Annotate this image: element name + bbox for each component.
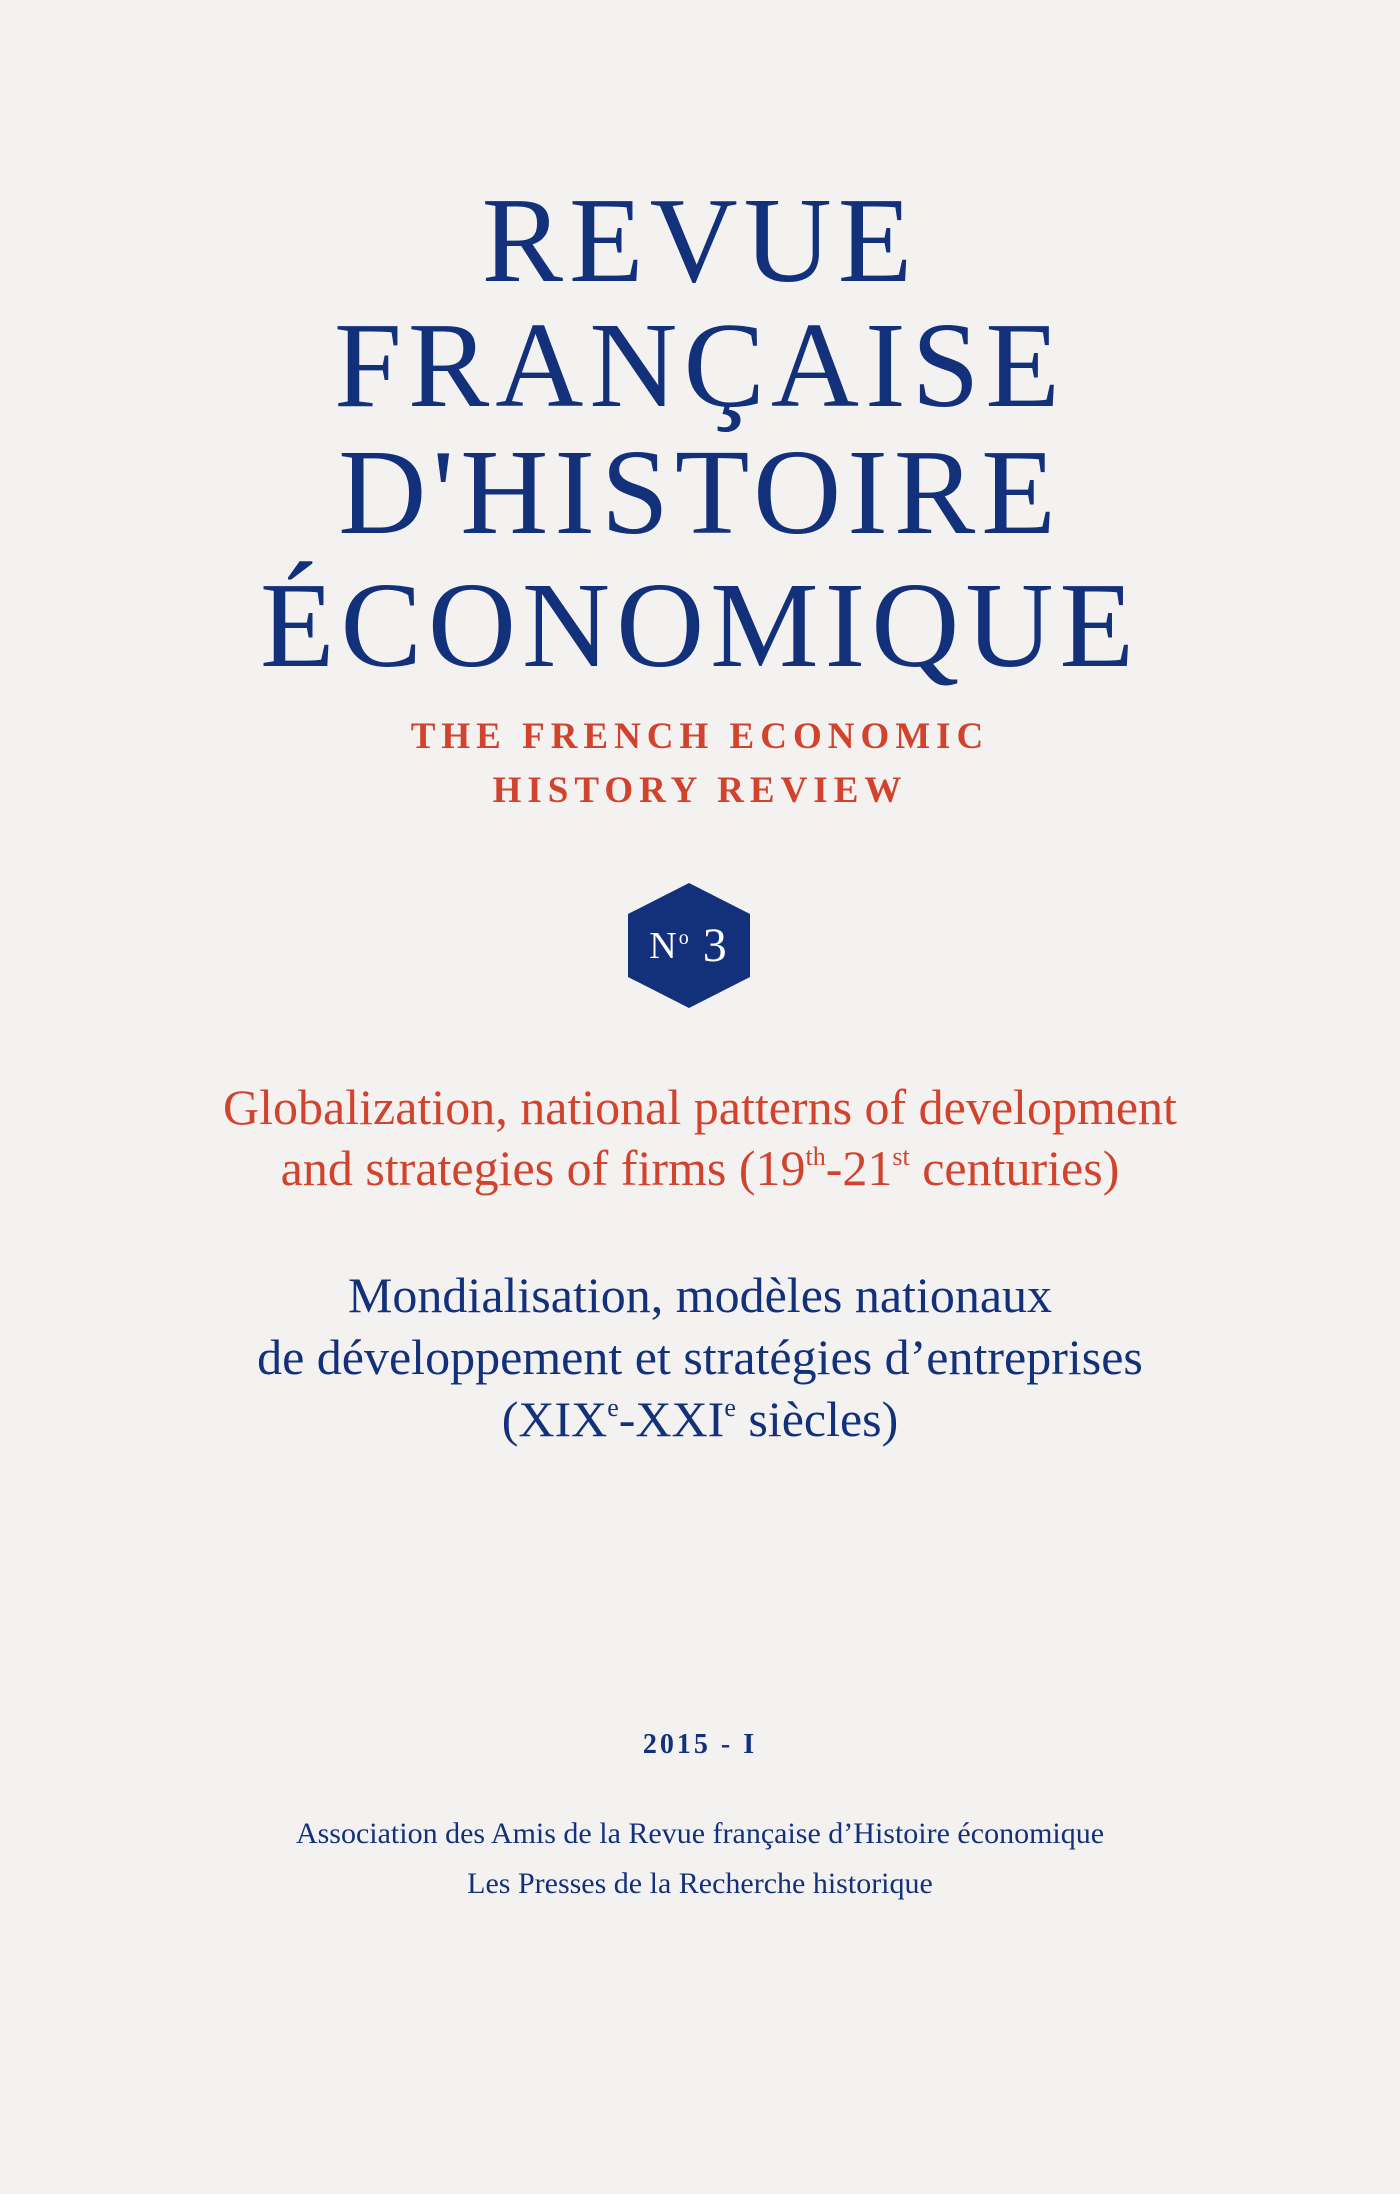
issue-number-text [628,883,750,1008]
issue-year: 2015 - I [642,1729,758,1760]
issue-number-badge [628,883,750,1008]
french-theme-line-1: Mondialisation, modèles nationaux [347,1267,1053,1323]
title-line-2: FRANÇAISE [334,298,1066,433]
english-theme-line-2: and strategies of firms (19th-21st centuries) [280,1140,1120,1196]
french-theme-line-2: de développement et stratégies d’entreprises [257,1329,1143,1385]
publisher-line-2: Les Presses de la Recherche historique [467,1867,933,1900]
title-line-4: ÉCONOMIQUE [259,558,1141,693]
title-line-3: D'HISTOIRE [338,425,1062,560]
subtitle-line-1: THE FRENCH ECONOMIC [410,716,990,757]
issue-number-prefix: $N^o$ [649,924,691,967]
french-theme-line-3: (XIXe-XXIe siècles) [501,1391,899,1447]
subtitle-line-2: HISTORY REVIEW [492,770,908,811]
publisher-line-1: Association des Amis de la Revue française d’Histoire économique [295,1817,1105,1850]
issue-number-value: 3 [702,919,729,972]
english-theme-line-1: Globalization, national patterns of development [223,1079,1177,1135]
title-line-1: REVUE [481,173,919,308]
